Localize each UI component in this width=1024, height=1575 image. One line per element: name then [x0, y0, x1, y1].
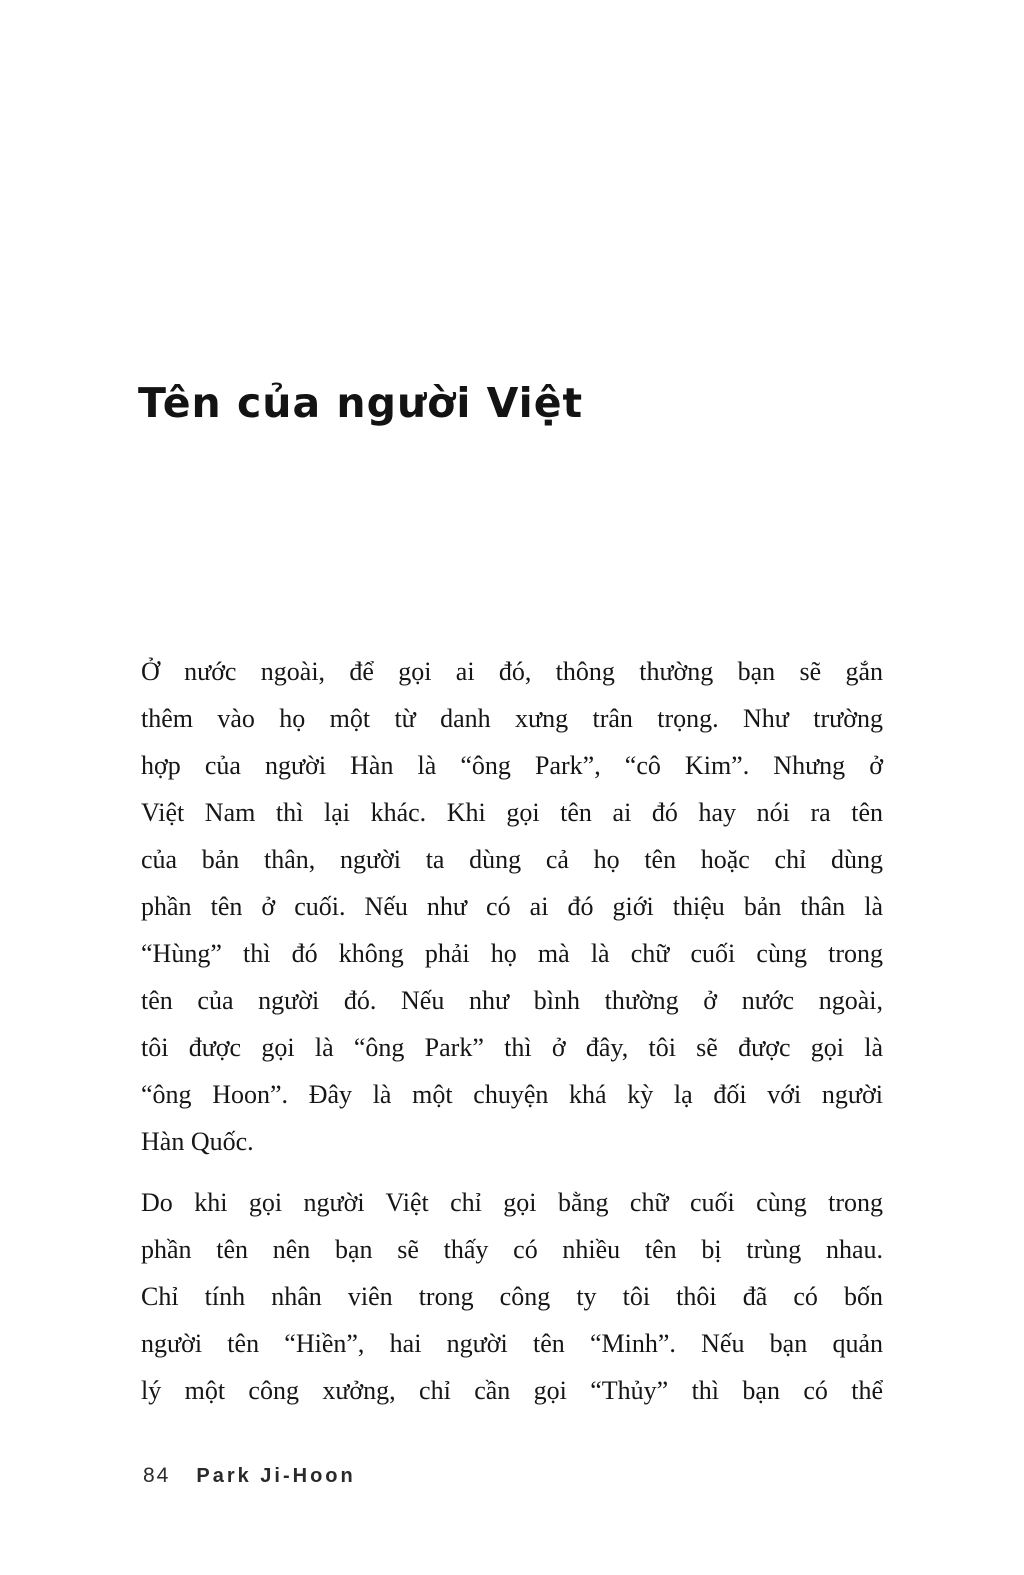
body-line: tôi được gọi là “ông Park” thì ở đây, tôi sẽ được gọi là: [141, 1033, 883, 1062]
page-number: 84: [143, 1464, 171, 1487]
body-line: Hàn Quốc.: [141, 1127, 254, 1156]
body-line: phần tên nên bạn sẽ thấy có nhiều tên bị trùng nhau.: [141, 1235, 883, 1264]
body-line: Chỉ tính nhân viên trong công ty tôi thôi đã có bốn: [141, 1282, 883, 1311]
body-line: Việt Nam thì lại khác. Khi gọi tên ai đó hay nói ra tên: [141, 798, 883, 827]
author-name: Park Ji-Hoon: [196, 1465, 356, 1487]
body-line: hợp của người Hàn là “ông Park”, “cô Kim”. Nhưng ở: [141, 751, 883, 780]
page-footer: [143, 1464, 356, 1488]
chapter-title: Tên của người Việt: [138, 379, 584, 428]
body-line: của bản thân, người ta dùng cả họ tên hoặc chỉ dùng: [141, 845, 883, 874]
body-text: [141, 648, 883, 1414]
paragraph-1: [141, 648, 883, 1165]
body-line: tên của người đó. Nếu như bình thường ở nước ngoài,: [141, 986, 883, 1015]
body-line: phần tên ở cuối. Nếu như có ai đó giới thiệu bản thân là: [141, 892, 883, 921]
body-line: lý một công xưởng, chỉ cần gọi “Thủy” thì bạn có thể: [141, 1376, 883, 1405]
body-line: Ở nước ngoài, để gọi ai đó, thông thường bạn sẽ gắn: [141, 657, 883, 686]
body-line: Do khi gọi người Việt chỉ gọi bằng chữ cuối cùng trong: [141, 1188, 883, 1217]
body-line: “Hùng” thì đó không phải họ mà là chữ cuối cùng trong: [141, 939, 883, 968]
paragraph-2: [141, 1179, 883, 1414]
body-line: thêm vào họ một từ danh xưng trân trọng. Như trường: [141, 704, 883, 733]
body-line: người tên “Hiền”, hai người tên “Minh”. Nếu bạn quản: [141, 1329, 883, 1358]
body-line: “ông Hoon”. Đây là một chuyện khá kỳ lạ đối với người: [141, 1080, 883, 1109]
